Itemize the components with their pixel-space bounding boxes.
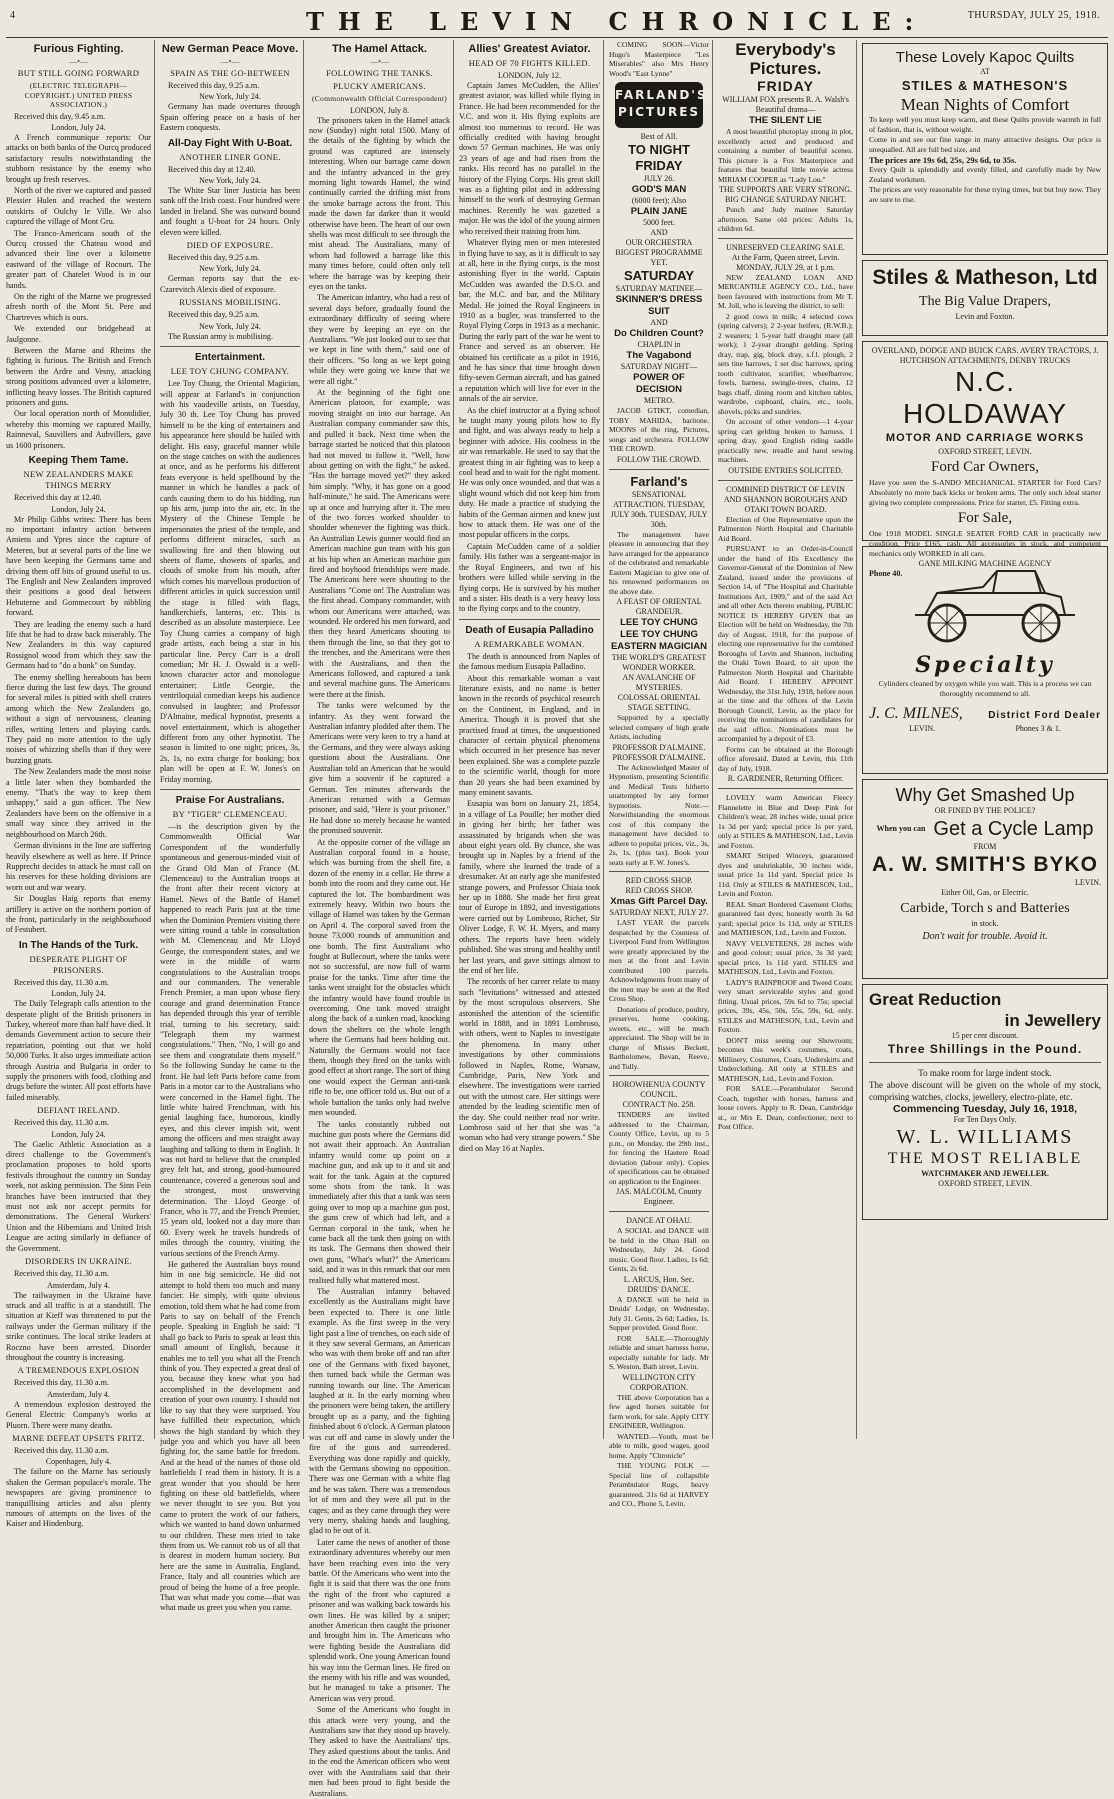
chaplin-label: CHAPLIN in <box>637 340 681 349</box>
masthead-date: THURSDAY, JULY 25, 1918. <box>967 10 1100 21</box>
paragraph: They are leading the enemy such a hard life that he had to draw back miserably. The New Zealanders in this way captured Rossignol wood from which they saw the Germans had to "do a bunk" on Sunday. <box>6 619 151 671</box>
paragraph: NEW ZEALAND LOAN AND MERCANTILE AGENCY CO., Ltd., have been favoured with instructions from Mr T. M. Joll, who is leaving the district, to sell: <box>718 272 853 310</box>
ad-phone: Phone 40. <box>869 569 903 578</box>
subhead: SPAIN AS THE GO-BETWEEN <box>170 68 290 78</box>
sale-heading: UNRESERVED CLEARING SALE. <box>726 242 845 252</box>
oriental-feast: A FEAST OF ORIENTAL GRANDEUR. <box>616 597 702 616</box>
subhead: DEFIANT IRELAND. <box>37 1105 120 1116</box>
ad-specialty: Specialty <box>915 652 1055 678</box>
paragraph: Lee Toy Chung, the Oriental Magician, will appear at Farland's in conjunction with his vaudeville artists, on Tuesday, July 30 th. Lee Toy Chung has proved himself to be the king of entertainers and his appearance here should be hailed with delight. His easy, graceful manner while on the stage catches on with the audiences at once, and as he performs his different feats everyone is held spellbound by the manner in which he handles a pack of cards causing them to do his bidding, run up his arm, jump into the air, etc. In the Mystery of the Chinese Temple he impersonates the priest of the temple, and performs different miracles, such as swallowing fire and then blowing out sheets of flame, showers of sparks, and clouds of smoke from his mouth, after which comes his marvellous production of different articles in quick succession until the stage is filled with flags, handkerchiefs, lanterns, etc. This is described as an absolute masterpiece. Lee Toy Chung carries a company of high grade artists, each being a star in his particular line. Percy Carr is a droll comedian; Mr H. J. Oswald is a well-known character actor and monologue entertainer; Little Georgie, the ventriloquial comedian keeps his audience convulsed in laughter; and Professor D'Almaine, medical hypnotist, presents a novel entertainment, which is altogether different from any other hypnotist. The season is limited to one night; prices, 3s, 2s, 1s, no extra charge for booking; box plan will be open at F. W. Jones's on Friday morning. <box>160 379 300 784</box>
dateline: Copenhagen, July 4. <box>45 1457 112 1467</box>
paragraph: Forms can be obtained at the Borough office aforesaid. Dated at Levin, this 11th day of July, 1918. <box>718 744 853 773</box>
ad-text: Come in and see our fine range in many attractive designs. Our price is unequalled. All are full bed size, and <box>869 135 1101 154</box>
supports-label: THE SUPPORTS ARE VERY STRONG. <box>718 185 853 194</box>
ad-headline: Great Reduction <box>869 990 1002 1009</box>
paragraph: The management have pleasure in announcing that they have arranged for the appearance of the celebrated and remarkable Eastern Magician to give one of his renowned performances on the above date. <box>609 529 709 596</box>
friday-label: FRIDAY <box>757 78 814 94</box>
divider: —•— <box>370 57 389 66</box>
friday-label: FRIDAY <box>635 158 683 173</box>
film-length: 5000 feet. <box>643 218 675 227</box>
ad-ten-days: For Ten Days Only. <box>953 1115 1017 1124</box>
ad-holdaway <box>862 341 1108 578</box>
subhead: DIED OF EXPOSURE. <box>186 240 274 251</box>
paragraph: German reports say that the ex-Czarevitch Alexis died of exposure. <box>160 274 300 294</box>
received-line: Received this day at 12.40. <box>168 164 256 174</box>
received-line: Received this day, 11.30 a.m. <box>14 1378 109 1388</box>
ad-most-reliable: THE MOST RELIABLE <box>887 1150 1083 1167</box>
red-cross-shop: RED CROSS SHOP. <box>625 876 693 885</box>
paragraph: The prisoners taken in the Hamel attack now (Sunday) night total 1500. Many of the details of the fighting by which the ground was captured are intensely interesting. When our barrage came down and the infantry advanced in the grey morning light towards Hamel, the wind continually carried the drifting mist from the smoke barrage across the front. This made the dawn far darker than it would otherwise have been. The heart of our own shells was most difficult to see through the mist ahead. The Australians, many of whom had followed a barrage like this many times before, could often only tell where the barrage was by keeping their eyes on the tanks. <box>309 115 450 291</box>
paragraph: At the opposite corner of the village an Australian corporal found in a house, which was burning from the shell fire, a dozen of the enemy in a cellar. He threw a bomb into the room and they came out. He captured the lot. The bombardment was extremely heavy. Within two hours the village of Hamel was taken by the German on April 4. The corporal saved from the house 73,000 rounds of ammunition and one bomb. The first Australians who fought at Bullecourt, where the tanks were not so successful, are now full of warm praise for the tanks. Time after time the tanks went straight for the obstacles which the infantry would have found trouble in overcoming. One tank moved straight along the back of a sunken road, knocking down the shelters on the whole length where the Germans had been holding out. Naturally the Germans would not face them, though they fired on the tanks with good effect at short range. The sort of thing one would expect the German anti-tank rifle to be, one officer told us. But out of a whole battalion the tanks only had twelve men wounded. <box>309 837 450 1118</box>
saturday-next: SATURDAY NEXT, JULY 27. <box>609 908 709 917</box>
ad-dealer-row <box>869 703 1101 724</box>
headline-keeping-them-tame: Keeping Them Tame. <box>28 455 129 467</box>
signature: L. ARCUS, Hon. Sec. <box>623 1274 695 1284</box>
paragraph: North of the river we captured and passed Plessier Hulen and reached the western outskirts of Oulchy le Ville. We also captured the village of Mont Gru. <box>6 185 151 227</box>
paragraph: LOVELY warm American Fleecy Flannelette in Blue and Deep Pink for Children's wear, 28 inches wide, usual price 1s 3d per yard; special price 1s per yard, only at STILES & MATHESON, Ltd., Levin and Foxton. <box>718 793 853 850</box>
subhead: HEAD OF 70 FIGHTS KILLED. <box>468 58 591 68</box>
headline-hands-of-the-turk: In The Hands of the Turk. <box>18 939 139 951</box>
ad-street: OXFORD STREET, LEVIN. <box>938 1179 1032 1188</box>
column-6-notices <box>712 40 853 1439</box>
divider <box>609 1211 709 1212</box>
divider <box>718 788 853 789</box>
ad-commencing: Commencing Tuesday, July 16, 1918, <box>892 1103 1078 1115</box>
ad-text: To keep well you must keep warm, and these Quilts provide warmth in full of fashion, that is, without weight. <box>869 115 1101 134</box>
paragraph: Captain McCudden came of a soldier family. His father was a sergeant-major in the Royal Engineers, and two of his brothers were killed while serving in the flying corps. He is survived by his mother and a sister. His death is a very heavy loss to the flying corps and to the country. <box>459 541 600 614</box>
received-line: Received this day, 9.25 a.m. <box>168 253 260 263</box>
ad-street: OXFORD STREET, LEVIN. <box>938 447 1032 456</box>
paragraph: NAVY VELVETEENS, 28 inches wide and good colour; usual price, 3s 3d yard; special price, 1s 11d yard. STILES and MATHESON, Ltd., Levin and Foxton. <box>718 938 853 976</box>
paragraph: Between the Marne and Rheims the fighting is furious. The British and French between the Ardre and Vesny, attacking strong positions advanced over a kilometre, inflicting heavy losses. The British captured prisoners and guns. <box>6 346 151 408</box>
ad-company-name: W. L. WILLIAMS <box>896 1126 1074 1148</box>
headline-palladino: Death of Eusapia Palladino <box>465 624 594 636</box>
ad-headline: These Lovely Kapoc Quilts <box>895 49 1075 66</box>
subhead: A TREMENDOUS EXPLOSION <box>17 1365 140 1376</box>
subhead: DESPERATE PLIGHT OF PRISONERS. <box>29 953 128 975</box>
divider: —•— <box>220 57 240 66</box>
ad-company-name: N.C. HOLDAWAY <box>902 366 1068 429</box>
ad-discount: 15 per cent discount. <box>951 1031 1019 1040</box>
paragraph: About this remarkable woman a vast literature exists, and no name is better known in the records of psychical research on the Continent, in England, and in America. Though it is proved that she practised fraud at times, the unquestioned character of certain physical phenomena which occurred in her presence has never been explained. She was a complete puzzle to the scientific world, though for more than 20 years she had been examined by many eminent savants. <box>459 673 600 797</box>
ad-ford-owners: Ford Car Owners, <box>931 459 1039 475</box>
film-title: GOD'S MAN <box>631 184 687 195</box>
credit-line: (Commonwealth Official Correspondent) <box>311 94 448 103</box>
paragraph: The Australian infantry behaved excellently as the Australians might have been expected to. There is one little example. As the first sweep in the very light past a line of trenches, on each side of it they saw several Germans, an American who was with them broke off and ran after one of the Germans with fixed bayonet, then turned back while the German was running towards our line. The American laughed at it. In the early morning when the prisoners were being taken, the artillery brought up as a party, and the fighting finished about 6 o'clock. A German platoon was cut off and came in slowly under the fire of the guns and surrendered. Everything was done rapidly and quickly, with the Germans showing no opposition. There was one German with a white flag and he was taken. There was a tremendous lot of men and they were all put in the cages; and as they came through they were very merry, shaking hands and laughing, glad to be out of it. <box>309 1287 450 1536</box>
divider <box>718 480 853 481</box>
date-label: JULY 26. <box>643 174 675 183</box>
masthead <box>6 4 1108 38</box>
received-line: Received this day, 9.25 a.m. <box>168 81 260 90</box>
paragraph: A tremendous explosion destroyed the General Electric Company's works at Pluorn. There were many deaths. <box>6 1399 151 1430</box>
ad-when: When you can <box>876 824 926 833</box>
paragraph: The New Zealanders made the most noise a little later when they bombarded the enemy. "That's the way to keep them unhappy," said a gun officer. The New Zealanders have been on the offensive in a small way since they arrived in the neighbourhood on March 26th. <box>6 767 151 839</box>
council-heading: HOROWHENUA COUNTY COUNCIL. <box>612 1080 706 1099</box>
paragraph: Punch and Judy matinee Saturday afternoon. Same old prices: Adults 1s, children 6d. <box>718 205 853 233</box>
dateline: New York, July 24. <box>199 176 261 186</box>
paragraph: Mr Philip Gibbs writes: There has been no important infantry action between Amiens and Ypres since the capture of Meteren, but at several parts of the line we have been keeping the Germans tame and driving them off bits of ground useful to us. The English and New Zealanders improved their positions a good deal between Hebuterne and Gommecourt by nibbling forward. <box>6 514 151 618</box>
paragraph: FOR SALE.—Perambulator Second Coach, together with horses, harness and loose covers. Apply to R. Dean, Cambridge st., or Mrs E. Dean, confectioner, next to Post Office. <box>718 1084 853 1131</box>
paragraph: The White Star liner Justicia has been sunk off the Irish coast. Four hundred were landed in Ireland. She was outward bound and fought a U-boat for 24 hours. Only eleven were killed. <box>160 186 300 237</box>
dateline: New York, July 24. <box>199 321 261 331</box>
paragraph: The records of her career relate to many such "levitations" witnessed and attested by the most scrupulous observers. She astonished the attention of the scientific world in 1888, and in 1891 Lombroso, with others, went to Naples to investigate the phenomena. In many other investigations by other commissions followed in Naples, Rome, Warsaw, Cambridge, Paris, New York and elsewhere. The investigations were carried out with the utmost care. Her sittings were attended by the leading scientific men of the day. She could neither read nor write. Lombroso said of her that she was "a woman who had very strange powers." She died on May 16 at Naples. <box>459 977 600 1153</box>
ad-jewellery-reduction <box>862 984 1108 1220</box>
subhead: A REMARKABLE WOMAN. <box>474 638 585 649</box>
saturday-label: SATURDAY <box>623 268 695 283</box>
columns <box>6 40 1108 1798</box>
headline-u-boat: All-Day Fight With U-Boat. <box>167 137 293 149</box>
paragraph: The American infantry, who had a rest of several days before, gradually found the extraordinary difficulty of seeing where they were by keeping an eye on the Australians. "We just looked out to see that we kept in line with them," said one of their officers. "So long as we kept going while they were going we knew that we were all right." <box>309 293 450 386</box>
ad-phones: Phones 3 & 1. <box>1015 724 1061 733</box>
magician-name: LEE TOY CHUNG <box>620 617 698 628</box>
ad-location: LEVIN. <box>909 724 936 733</box>
outside-entries: OUTSIDE ENTRIES SOLICITED. <box>728 465 843 475</box>
ad-dealer-name: J. C. MILNES, <box>869 705 963 722</box>
paragraph: On the right of the Marne we progressed afresh north of the Mont St. Pere and Chartreves which is ours. <box>6 292 151 322</box>
headline-greatest-aviator: Allies' Greatest Aviator. <box>468 43 591 55</box>
paragraph: SMART Striped Winceys, guaranteed dyes and unshrinkable, 30 inches wide, usual price 1s 11d yard. Special price 1s 11d. Only at STILES & MATHESON, Ltd., Levin and Foxton. <box>718 851 853 898</box>
corporation-heading: WELLINGTON CITY CORPORATION. <box>622 1372 696 1392</box>
logo-line-2: PICTURES <box>617 105 701 119</box>
ad-lamp-row <box>869 816 1101 842</box>
ad-kapoc-quilts <box>862 43 1108 255</box>
ad-makes: OVERLAND, DODGE AND BUICK CARS. AVERY TRACTORS, J. HUTCHISON ATTACHMENTS, DENBY TRUCKS <box>871 346 1099 365</box>
everybodys-heading: Everybody's <box>735 40 836 59</box>
signature: R. GARDENER, Returning Officer. <box>727 774 844 783</box>
contract-number: CONTRACT No. 258. <box>622 1100 696 1109</box>
column-7-display-ads <box>856 40 1108 1439</box>
subhead: BUT STILL GOING FORWARD <box>17 68 140 78</box>
ad-in-stock: in stock. <box>971 919 999 928</box>
paragraph: TENDERS are invited addressed to the Chairman, County Office, Levin, up to 5 p.m., on Monday, the 29th inst., for fencing the Hautere Road deviation (labour only). Copies of specifications can be obtained on application to the Engineer. <box>609 1110 709 1186</box>
paragraph: The tanks were welcomed by the infantry. As they went forward the Australian infantry plodded after them. The Americans were very keen to try a hand at the Germans, and they were always asking questions about the Australians. One Australian told an American that he would give him a souvenir if he captured a German. Ten minutes afterwards the American returned with a German prisoner, and said, "Here is your prisoner." He had done so merely because he wanted the promised souvenir. <box>309 701 450 836</box>
paragraph: THE above Corporation has a few aged horses suitable for farm work, for sale. Apply CITY ENGINEER, Wellington. <box>609 1392 709 1430</box>
subhead: PLUCKY AMERICANS. <box>333 81 426 91</box>
subhead: LEE TOY CHUNG COMPANY. <box>170 366 290 377</box>
red-cross-shop: RED CROSS SHOP. <box>625 886 693 895</box>
ad-text: Cylinders cleaned by oxygen while you wait. This is a process we can thoroughly recommend to all. <box>878 679 1092 698</box>
ad-location: LEVIN. <box>1075 878 1101 887</box>
headline-furious-fighting: Furious Fighting. <box>33 43 124 55</box>
film-length: (6000 feet); Also <box>631 196 687 205</box>
divider <box>869 1062 1101 1063</box>
paragraph: Whatever flying men or men interested in flying have to say, as it is difficult to say at all, here in the flying corps, is the most astonishing flyer in the world. Captain McCudden was awarded the D.S.O. and bar, the M.C. and bar, and the Military Medal. He joined the Royal Engineers in 1910 as a bugler, was transferred to the Royal Flying Corps in 1913 as a mechanic. During the early part of the war he went to France and served as an observer. He obtained his certificate as a pilot in 1916, and he has since that time brought down fifty-seven German aircraft, and has gained a reputation which will live for ever in the annals of the air service. <box>459 238 600 404</box>
paragraph: A DANCE will be held in Druids' Lodge, on Wednesday, July 31. Gents, 2s 6d; Ladies, 1s. Supper provided. Good floor. <box>609 1294 709 1332</box>
received-line: Received this day, 11.30 a.m. <box>14 1269 109 1279</box>
paragraph: Captain James McCudden, the Allies' greatest aviator, was killed while flying in France. He had been recommended for the V.C. and won it. His flying exploits are almost too numerous to record. He was officially credited with having brought down 57 German machines. He was only 23 years of age and had risen from the ranks. His record has no parallel in the history of the Flying Corps. His great skill was as a fighting pilot and in addressing himself to the work of destroying German machines. Recently he was gazetted a major. He was the idol of the young airmen who received their training from him. <box>459 81 600 236</box>
paragraph: DON'T miss seeing our Showroom; becomes this week's costumes, coats, Millinery, Costumes, Coats, Underskirts and Underclothing. All only at STILES and MATHESON, Ltd., Levin and Foxton. <box>718 1035 853 1083</box>
paragraph: THE YOUNG FOLK — Special line of collapsible Perambulator Rugs, heavy guaranteed, 31s 6d at HARVEY and CO., Phone 5, Levin. <box>609 1461 709 1508</box>
received-line: Received this day, 11.30 a.m. <box>14 1445 109 1455</box>
ad-text: To make room for large indent stock. <box>918 1068 1052 1078</box>
paragraph: German divisions in the line are suffering heavily elsewhere as well as here. If Prince Rupprecht decides to attack he must call on his reserves for these holding divisions are worn out and war weary. <box>6 841 151 892</box>
paragraph: The railwaymen in the Ukraine have struck and all traffic is at a standstill. The situation at Kieff was threatened to put the railways under the German military if the strike continues. The local strike leaders at Roczno have been arrested. Disorder throughout the country is increasing. <box>6 1290 151 1362</box>
received-line: Received this day, 9.45 a.m. <box>14 111 106 121</box>
received-line: Received this day at 12.40. <box>14 493 102 503</box>
ad-dealer-contact <box>869 724 1101 734</box>
page-number: 4 <box>10 10 15 21</box>
change-label: BIG CHANGE SATURDAY NIGHT. <box>724 195 847 204</box>
ad-dont-wait: Don't wait for trouble. Avoid it. <box>922 931 1048 942</box>
received-line: Received this day, 9.25 a.m. <box>168 310 260 320</box>
paragraph: The Russian army is mobilising. <box>168 331 273 341</box>
paragraph: Later came the news of another of those extraordinary adventures whereby our men have been reaching even into the very battle. Of the Americans who went into the fight it is said that there was the one from the right of the front who captured a prisoner and was walking back towards his own lines. He was killed by a sniper; another American then caught the prisoner and brought him in. The Americans who were fighting beside the Australians did splendid work. One young American found his way into the German lines. He fired on the enemy with his rifle and was wounded, but he managed to take a prisoner. The American was very proud. <box>309 1537 450 1703</box>
headline-praise-australians: Praise For Australians. <box>175 794 285 806</box>
ad-milnes-ford <box>862 546 1108 774</box>
ad-watchmaker: WATCHMAKER AND JEWELLER. <box>921 1169 1049 1178</box>
ad-cycle-lamp <box>862 779 1108 979</box>
headline-entertainment: Entertainment. <box>194 352 265 364</box>
divider <box>459 619 600 620</box>
ad-works: MOTOR AND CARRIAGE WORKS <box>885 432 1085 444</box>
paragraph: We extended our bridgehead at Jaulgonne. <box>6 324 151 344</box>
professor-name: PROFESSOR D'ALMAINE. PROFESSOR D'ALMAINE. <box>612 742 706 762</box>
paragraph: The Acknowledged Master of Hypnotism, presenting Scientific and Medical Tests hitherto unattempted by any former hypnotists. Note.—Notwithstanding the enormous cost of this company the management have decided to adhere to popular prices, viz., 3s, 2s, 1s, (plus tax). Book your seats early at F. W. Jones's. <box>609 762 709 867</box>
headline-hamel-attack: The Hamel Attack. <box>332 43 427 55</box>
subhead: NEW ZEALANDERS MAKE THINGS MERRY <box>23 469 134 491</box>
and-label: AND <box>650 228 668 237</box>
headline-peace-move: New German Peace Move. <box>161 43 299 55</box>
paragraph: LADY'S RAINPROOF and Tweed Coats; very smart serviceable styles and good fitting. Usual prices, 59s 6d to 75s; special prices, 39s, 45s, 50s, 55s, 59s, 6d, only. STILES and MATHESON, Ltd., Levin and Foxton. <box>718 977 853 1034</box>
paragraph: PURSUANT to an Order-in-Council under the hand of His Excellency the Governor-General of the Dominion of New Zealand, issued under the provisions of Section 14, of "The Hospital and Charitable Institutions Act, 1909," and of the said Act and all other Acts thereto enabling, PUBLIC NOTICE IS HEREBY GIVEN that an Election will be held on Wednesday, the 7th day of August, 1918, for the purpose of electing one representative for the combined Boroughs of Levin and Shannon, including the Otaki Town Board, to sit upon the Palmerston North Hospital and Charitable Aid Board. I HEREBY APPOINT Wednesday, the 31st July, 1918, before noon at the time and the offices of the Levin Borough Council, Levin, as the place for receiving the nominations of candidates for the said office. Nominations must be accompanied by a deposit of £3. <box>718 544 853 743</box>
ad-text: The prices are very reasonable for these trying times, but but buy now. They are sure to rise. <box>869 185 1101 204</box>
paragraph: Some of the Americans who fought in this attack were very young, and the Australians saw that they stood up bravely. They asked to have the Australians' tips. They asked questions about the tanks. And in the end the American officers who went over with the Australians said that their men had been proud to fight beside the Australians. <box>309 1705 450 1798</box>
dateline: London, July 24. <box>51 1129 106 1139</box>
ad-get-lamp: Get a Cycle Lamp <box>933 818 1094 840</box>
paragraph: As the chief instructor at a flying school he taught many young pilots how to fly and fight, and was always ready to help a beginner with advice. His coolness in the air was remarkable. He used to say that the greatest thing in air fighting was to keep a cool head and to wait for the right moment. He was only once wounded, and that was a slight wound which did not keep him from duty. He made a practice of studying the habits of the German airmen and knew just how to attack them. He was one of the most popular officers in the corps. <box>459 405 600 540</box>
ad-types: Either Oil, Gas, or Electric. <box>941 888 1029 897</box>
orchestra-label: OUR ORCHESTRA <box>625 238 693 247</box>
ad-location: Levin and Foxton. <box>955 312 1015 321</box>
ad-subheadline: OR FINED BY THE POLICE? <box>934 806 1036 815</box>
paragraph: The Gaelic Athletic Association as a direct challenge to the Government's proclamation proposes to hold sports festivals throughout the country on Sunday week, not asking permission. The Sinn Fein branches have been instructed that they must not ask nor accept permits for demonstrations. The General Workers' Union and the Hibernians and United Irish League are acting similarly in defiance of the Government. <box>6 1139 151 1253</box>
masthead-title: THE LEVIN CHRONICLE: <box>306 7 928 36</box>
gift-parcel-day: Xmas Gift Parcel Day. <box>610 896 708 907</box>
ad-carbide: Carbide, Torch s and Batteries <box>900 901 1070 916</box>
film-title: THE SILENT LIE <box>749 115 822 126</box>
ad-subheadline: Mean Nights of Comfort <box>900 95 1070 114</box>
sale-location: At the Farm, Queen street, Levin. <box>731 252 840 262</box>
dateline: Amsterdam, July 4. <box>47 1280 110 1290</box>
column-2-news <box>154 40 300 1613</box>
dateline: LONDON, July 12. <box>497 71 562 80</box>
paragraph: He gathered the Australian boys round him in one big semicircle. He did not attempt to hold them too much and many fancier. He simply, with quite obvious emotion, told them what he had come from Paris to say on behalf of the French people. Speaking in English he said: "I shall go back to Paris to speak at least this small amount of English, because it enables me to tell you what all the French think of you. They expected a great deal of you, because they knew what you had accomplished in the development and creation of your own country. I should not like to say that they were surprised. You have fulfilled their expectation, which shows the high standard by which they judge you and which you have all been fighting for, the same battle for freedom. And at the head of the names of those old battlefields I read them in history. It is a great wonder that you should be here fighting on these old battlefields, where we never thought to see you. But you came to protect the work of our fathers, which we wanted to hand down unharmed to our children. These men tried to take them from us. We cannot rob us of all that is dearest in modern human society. But here are the same in Australia, England, France, Italy and all countries which are proud of being the home of a free people. That was what made you come—that was what made us greet you when you came. <box>160 1260 300 1613</box>
ad-at: AT <box>980 67 990 76</box>
received-line: Received this day, 11.30 a.m. <box>14 977 109 987</box>
ad-text: One 1918 MODEL SINGLE SEATER FORD CAR in practically new condition. Price £165, cash. All accessories in stock, and competent mechanics only WORKED in all cars. <box>869 529 1101 558</box>
tonight-label: TO NIGHT <box>628 142 690 157</box>
paragraph: At the beginning of the fight one American platoon, for example, was moving straight on into our barrage. An Australian company commander saw this, and pulled it back. Next time when the barrage started he noticed that this platoon had not moved to follow it. "Well, how about getting on with the fight," he asked. "Has the barrage moved yet?" they asked him simply. "Why, it has gone on a good half-minute," he said. The Americans were up at once and hurrying after it. The men of the two forces worked shoulder to shoulder whenever the fighting was thick. An Australian Lewis gunner would find an American machine gun team with his gun at his hip when an American machine gun fired and boyhood friendships were made. The Americans here were shouting to the Australians "Come on! The Australian was the first ahead. Company commander, with whom our Americans were attached, was wounded. He ordered his men forward, and then they heard Americans shouting to them through the line, so that they got to the trenches, and the Americans were then with the Australians, and then the Americans followed, and captured a tank and several machine guns. The Americans were there at the finish. <box>309 388 450 699</box>
film-title: POWER OF DECISION <box>633 372 685 395</box>
matinee-label: SATURDAY MATINEE— <box>615 284 703 293</box>
stage-setting: COLOSSAL ORIENTAL STAGE SETTING. <box>617 693 701 712</box>
paragraph: The Franco-Americans south of the Ourcq crossed the Chateau wood and advanced their line over a kilometre eastward of the village of Rocourt. The greater part of Chatelet Wood is in our hands. <box>6 228 151 290</box>
election-heading: COMBINED DISTRICT OF LEVIN AND SHANNON BOROUGHS AND OTAKI TOWN BOARD. <box>723 484 848 514</box>
column-1-war-news <box>6 40 151 1529</box>
subhead: MARNE DEFEAT UPSETS FRITZ. <box>12 1432 145 1443</box>
subhead: DISORDERS IN UKRAINE. <box>24 1256 133 1267</box>
dateline: London, July 24. <box>51 989 106 999</box>
ad-for-sale: For Sale, <box>957 510 1013 526</box>
sensational-attraction: SENSATIONAL ATTRACTION. TUESDAY, JULY 30th. TUESDAY, JULY 30th. <box>610 489 708 529</box>
paragraph: Eusapia was born on January 21, 1854, in a village of La Pouille; her mother died in giving her birth; her father was assassinated by brigands when she was about eight years old. By chance, she was brought up in Naples by a friend of the family, where she learned the trade of a dressmaker. At an early age she manifested strange powers, and Professor Chiaia took her up in 1888. She made her first great tour of Europe in 1892, and investigations were carried out by Lombroso, Richet, Sir Oliver Lodge, F. W. H. Myers, and many others. The reports have been widely published. She was strong and healthy until her last years, and gave sittings almost to the end of her life. <box>459 799 600 975</box>
logo-line-1: FARLAND'S <box>615 88 708 102</box>
paragraph: On account of other vendors—1 4-year spring cart gelding broken to harness. 1 spring dray, good English riding saddle practically new, treadle and hand sewing machines. <box>718 417 853 464</box>
paragraph: —is the description given by the Commonwealth Official War Correspondent of the wonderfully spontaneous and generous-minded visit of the Grand Old Man of France (M. Clemenceau) to the Australian troops at the front after their recent victory at Hamel. News of the Battle of Hamel happened to reach Paris just at the time when the Dominion Premiers visiting there were sitting round a table in consultation with M. Clemenceau and Mr Lloyd George, the correspondent states, and we were in the middle of warm congratulations to the Australian troops and our commanders. The venerable French Premier, a man upon whose fiery courage and grand determination France has depended through this year of terrible trial, turning to his secretary, said: "Telegraph them my warmest congratulations." Then, "No, I will go and see them and congratulate them myself." So the following Sunday he came to the front. He had left Paris before came from Paris in a motor car to the Australians who were concerned in the Hamel fight. The little white haired Frenchman, with his genial laughing face, humorous, kindly eyes, and this clever impish wit, went among the officers and men straight away laughing and talking to them in English. It was not hard to believe that the crumpled grey felt hat, and strong, good-humoured countenance, covered a generous soul and the strongest, most unswerving determination. The Lloyd George of France, who is 77, and the French Premier, 15 years old, looked not a day more than 60. Every week he travels hundreds of miles through the country, visiting the various sections of the French Army. <box>160 821 300 1258</box>
car-icon <box>885 553 1085 649</box>
coming-soon-notice: COMING SOON—Victor Hugo's Masterpiece "Les Miserables" also Mrs Henry Wood's "East Lynne" <box>609 40 709 78</box>
divider: —•— <box>69 57 88 66</box>
divider <box>160 346 300 347</box>
ad-gane: GANE MILKING MACHINE AGENCY <box>918 559 1052 568</box>
divider <box>609 871 709 872</box>
film-title: SKINNER'S DRESS SUIT <box>615 294 703 317</box>
divider <box>718 238 853 239</box>
dance-heading: DANCE AT OHAU. <box>626 1216 692 1225</box>
film-title: PLAIN JANE <box>630 206 688 217</box>
credit-line: (ELECTRIC TELEGRAPH—COPYRIGHT.) UNITED PRESS ASSOCIATION.) <box>24 81 133 109</box>
subhead: RUSSIANS MOBILISING. <box>179 297 281 308</box>
ad-company-name: A. W. SMITH'S BYKO <box>871 853 1098 876</box>
ad-dealer-role: District Ford Dealer <box>988 710 1101 721</box>
metro-label: METRO. <box>644 396 674 405</box>
dance-heading: DRUIDS' DANCE. <box>627 1284 691 1294</box>
paragraph: Sir Douglas Haig reports that enemy artillery is active on the northern portion of the front, particularly in the neighbourhood of Festubert. <box>6 894 151 935</box>
ad-three-shillings: Three Shillings in the Pound. <box>887 1042 1083 1056</box>
ad-from: FROM <box>973 842 997 851</box>
saturday-night-label: SATURDAY NIGHT— <box>620 362 698 371</box>
car-illustration <box>885 553 1085 649</box>
ad-store-name: STILES & MATHESON'S <box>901 78 1069 93</box>
ad-text: The above discount will be given on the whole of my stock, comprising watches, clocks, jewellery, electro-plate, etc. <box>869 1080 1101 1102</box>
divider <box>160 789 300 790</box>
column-3-hamel-attack <box>303 40 450 1798</box>
divider <box>609 1075 709 1076</box>
ad-headline-2: in Jewellery <box>1004 1011 1101 1030</box>
ad-stiles-matheson <box>862 260 1108 336</box>
farlands-heading: Farland's <box>630 473 688 489</box>
subhead: BY "TIGER" CLEMENCEAU. <box>172 808 288 819</box>
paragraph: A SOCIAL and DANCE will be held in the Ohau Hall on Wednesday, July 24. Good music. Good floor. Ladies, 1s 6d; Gents, 2s 6d. <box>609 1226 709 1273</box>
follow-crowd: FOLLOW THE CROWD. <box>616 454 702 464</box>
paragraph: The Daily Telegraph calls attention to the desperate plight of the British prisoners in Turkey, whereof more than half have died. It demands Government action to secure their repatriation, pointing out that we hold 50,000 Turks. It also urges immediate action through Austria and Bulgaria in order to supply the prisoners with food, clothing and drugs before the winter. All post efforts have failed miserably. <box>6 999 151 1102</box>
avalanche: AN AVALANCHE OF MYSTERIES. <box>622 673 696 692</box>
ad-text: Have you seen the S-ANDO MECHANICAL STARTER for Ford Cars? Absolutely no more back kicks or broken arms. The only such ideal starter giving two complete compressions. Price for starter, £5. Fitting extra. <box>869 478 1101 507</box>
paragraph: LAST YEAR the parcels despatched by the Countess of Liverpool Fund from Wellington were greatly appreciated by the men at the front and Levin contributed 100 parcels. Acknowledgments from many of the men may be seen at the Red Cross Shop. <box>609 918 709 1003</box>
film-title: Do Children Count? <box>614 328 704 339</box>
column-4-aviator <box>453 40 600 1439</box>
dateline: LONDON, July 8. <box>349 105 410 115</box>
sale-items: 2 good cows in milk; 4 selected cows (spring calvers); 2 2-year heifers, (R.W.B.); 2 weaners; 1 5-year half draught mare (all work); 1 2-year draught gelding. Spring dray, trap, gig, block dray, s.f.l. plough, 2 sets tine harrows, 1 set disc harrows, spring tooth cultivator, scarifier, wheelbarrow, fowls, harness, swingle-trees, chains, 12 bags chaff, dining room and kitchen tables, wardrobe, cupboard, chairs, etc., tools, shovels, picks and sundries. <box>718 311 853 416</box>
paragraph: Germany has made overtures through Spain offering peace on a basis of her Eastern conquests. <box>160 102 300 133</box>
dateline: New York, July 24. <box>199 92 261 102</box>
and-label: AND <box>650 318 668 327</box>
magician-name: LEE TOY CHUNG <box>620 629 698 640</box>
paragraph: Donations of produce, poultry, preserves, home cooking, sweets, etc., will be much appreciated. The Shop will be in charge of Misses Beckett, Bartholomew, Bevan, Reeve, and Tully. <box>609 1004 709 1071</box>
ad-tagline: The Big Value Drapers, <box>919 294 1051 309</box>
paragraph: The death is announced from Naples of the famous medium Eusapia Palladino. <box>459 651 600 672</box>
paragraph: Election of One Representative upon the Palmerston North Hospital and Charitable Aid Board. <box>718 514 853 543</box>
dateline: Amsterdam, July 4. <box>47 1389 110 1399</box>
dateline: London, July 24. <box>51 504 106 514</box>
paragraph: REAL Smart Bordered Casement Cloths; guaranteed fast dyes; honestly worth 3s 6d yard; special price 1s 11d, only at STILES and MATHESON, Ltd., Levin and Foxton. <box>718 899 853 937</box>
farlands-pictures-logo <box>615 82 708 128</box>
subhead: FOLLOWING THE TANKS. <box>326 68 433 78</box>
paragraph: The failure on the Marne has seriously shaken the German populace's morale. The newspapers are giving prominence to tranquillising articles and also plenty rumours of attempts on the lives of the Kaiser and Hindenburg. <box>6 1467 151 1529</box>
best-of-all: Best of All. <box>640 132 678 141</box>
paragraph: A most beautiful photoplay strong in plot, excellently acted and produced and containing a number of beautiful scenes. This picture is a Fox Masterpiece and features that beautiful little movie actress MIRIAM COOPER as "Lady Lou." <box>718 127 853 184</box>
cast-list: JACOB GTIKT, comedian, TOBY MAHIDA, baritone. MOONS of the ring, Pictures, songs and orchestra. FOLLOW THE CROWD. <box>609 406 709 453</box>
subhead: ANOTHER LINER GONE. <box>179 151 281 162</box>
divider <box>609 469 709 470</box>
signature: JAS. MALCOLM, County Engineer. <box>616 1187 702 1206</box>
eastern-magician: EASTERN MAGICIAN <box>610 641 708 652</box>
paragraph: FOR SALE.—Thoroughly reliable and smart harness horse, especially suitable for lady. Mr S. Weston, Bath street, Levin. <box>609 1333 709 1371</box>
paragraph: Our local operation north of Montdidier, whereby this morning we captured Mailly, Rainneval, Sauvillers and Aubvillers, gave us 1600 prisoners. <box>6 409 151 450</box>
ad-company-name: Stiles & Matheson, Ltd <box>872 266 1098 289</box>
pictures-heading: Pictures. <box>749 59 822 78</box>
presenter-line: WILLIAM FOX presents R. A. Walsh's Beautiful drama— <box>722 95 849 114</box>
sale-date: MONDAY, JULY 29, at 1 p.m. <box>736 262 835 272</box>
received-line: Received this day, 11.30 a.m. <box>14 1118 109 1128</box>
film-title: The Vagabond <box>626 350 692 361</box>
paragraph: The enemy shelling hereabouts has been fierce during the last few days. The ground for several miles is pitted with shell craters among which the New Zealanders go, without a sign of nervousness, cleaning rifles, writing letters and playing cards. They paid no more attention to the ugly noises of whizzing shells than if they were buzzing gnats. <box>6 672 151 765</box>
dateline: London, July 24. <box>51 122 106 132</box>
wonder-worker: THE WORLD'S GREATEST WONDER WORKER. <box>611 653 707 672</box>
paragraph: A French communique reports: Our attacks on both banks of the Ourcq produced satisfactory results notwithstanding the stubborn resistance by the enemy who brought up fresh reserves. <box>6 132 151 184</box>
ad-text: Every Quilt is splendidly and evenly filled, and carefully made by New Zealand workmen. <box>869 165 1101 184</box>
paragraph: The tanks constantly rubbed out machine gun posts where the Germans did not await their approach. An Australian infantry would come up point on a machine gun, and ask up to it and sit and wait for the tank. Again at the captured some shots from the tank. It was immediately after this that a tank was seen going over to mop up a machine gun post, the guns crew of which had left, and a German corporal in the tank, when he came back all the tank then going on with its task. The Germans then showed their own guns, "What's what?" the Americans said, and it was in this remark that our men realised fully what mattered most. <box>309 1119 450 1285</box>
ad-headline: Why Get Smashed Up <box>895 785 1075 805</box>
paragraph: Supported by a specially selected company of high grade Artists, including <box>609 713 709 741</box>
dateline: New York, July 24. <box>199 264 261 274</box>
biggest-programme: BIGGEST PROGRAMME YET. <box>615 248 703 267</box>
ad-prices: The prices are 19s 6d, 25s, 29s 6d, to 35s. <box>869 155 1017 165</box>
paragraph: WANTED.—Youth, must be able to milk, good wages, good home. Apply "Chronicle" <box>609 1431 709 1460</box>
column-5-farlands <box>603 40 709 1508</box>
